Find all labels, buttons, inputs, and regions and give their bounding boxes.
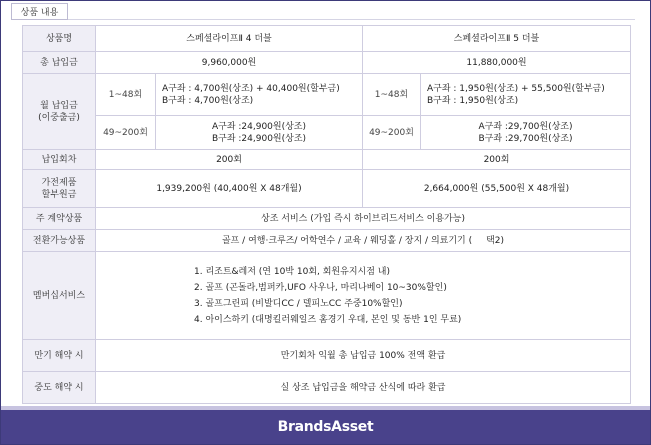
appliance-label-line2: 할부원금 [41, 189, 77, 200]
main-contract-value: 상조 서비스 (가입 즉시 하이브리드서비스 이용가능) [96, 208, 631, 230]
tab-divider [68, 19, 635, 20]
appliance-label-line1: 가전제품 [41, 177, 77, 188]
total-b: 11,880,000원 [363, 52, 631, 74]
monthly-1-b-line1: A구좌 : 1,950원(상조) + 55,500원(할부금) [427, 83, 605, 94]
table-row [23, 372, 631, 404]
brand-logo: BrandsAsset [277, 419, 374, 435]
period-2-b: 49~200회 [363, 116, 421, 150]
monthly-2-a-line1: A구좌 :24,900원(상조) [211, 121, 307, 132]
monthly-label-line2: (이중출금) [38, 112, 80, 123]
list-item: 3. 골프그린피 (비발디CC / 델피노CC 주중10%할인) [194, 298, 403, 309]
monthly-1-b-line2: B구좌 : 1,950원(상조) [427, 95, 519, 106]
table-row [23, 52, 631, 74]
table-row [23, 208, 631, 230]
total-a: 9,960,000원 [96, 52, 363, 74]
list-item: 1. 리조트&레저 (연 10박 10회, 회원유지시점 내) [194, 266, 390, 277]
monthly-2-b-line2: B구좌 :29,700원(상조) [478, 133, 573, 144]
appliance-b: 2,664,000원 (55,500원 X 48개월) [363, 170, 631, 208]
footer-bar [1, 410, 650, 444]
monthly-1-a-line2: B구좌 : 4,700원(상조) [162, 95, 254, 106]
monthly-1-a-line1: A구좌 : 4,700원(상조) + 40,400원(할부금) [162, 83, 340, 94]
table-row [23, 74, 631, 116]
product-b-name: 스페셜라이프Ⅱ 5 더블 [363, 26, 631, 52]
period-2-a: 49~200회 [96, 116, 156, 150]
convertible-value-end: 택2) [486, 235, 505, 246]
product-table [22, 25, 631, 404]
header-label: 상품명 [23, 26, 96, 52]
midterm-label: 중도 해약 시 [23, 372, 96, 404]
table-row [23, 170, 631, 208]
period-1-a: 1~48회 [96, 74, 156, 116]
monthly-label-line1: 월 납입금 [40, 100, 78, 111]
monthly-1-b [421, 74, 631, 116]
total-label: 총 납입금 [23, 52, 96, 74]
monthly-2-b-line1: A구좌 :29,700원(상조) [478, 121, 573, 132]
count-label: 납입회차 [23, 150, 96, 170]
convertible-label: 전환가능상품 [23, 230, 96, 252]
monthly-label [23, 74, 96, 150]
midterm-value: 실 상조 납입금을 해약금 산식에 따라 환급 [96, 372, 631, 404]
monthly-2-a-line2: B구좌 :24,900원(상조) [211, 133, 307, 144]
table-row [23, 116, 631, 150]
membership-label: 멤버십서비스 [23, 252, 96, 340]
table-row [23, 230, 631, 252]
period-1-b: 1~48회 [363, 74, 421, 116]
monthly-1-a [156, 74, 363, 116]
count-a: 200회 [96, 150, 363, 170]
count-b: 200회 [363, 150, 631, 170]
product-a-name: 스페셜라이프Ⅱ 4 더블 [96, 26, 363, 52]
table-row [23, 340, 631, 372]
maturity-value: 만기회차 익월 총 납입금 100% 전액 환급 [96, 340, 631, 372]
monthly-2-b [421, 116, 631, 150]
list-item: 2. 골프 (곤돌라,범퍼카,UFO 사우나, 마리나베이 10~30%할인) [194, 282, 447, 293]
maturity-label: 만기 해약 시 [23, 340, 96, 372]
main-contract-label: 주 계약상품 [23, 208, 96, 230]
table-row [23, 150, 631, 170]
list-item: 4. 아이스하키 (대명킬러웨일즈 홈경기 우대, 본인 및 동반 1인 무료) [194, 314, 462, 325]
monthly-2-a [156, 116, 363, 150]
section-tab[interactable]: 상품 내용 [11, 3, 68, 20]
table-row [23, 26, 631, 52]
convertible-value [96, 230, 631, 252]
appliance-a: 1,939,200원 (40,400원 X 48개월) [96, 170, 363, 208]
appliance-label [23, 170, 96, 208]
membership-list [96, 252, 631, 340]
table-row [23, 252, 631, 340]
convertible-value-main: 골프 / 여행·크루즈/ 어학연수 / 교육 / 웨딩홀 / 장지 / 의료기기 ( [221, 235, 473, 246]
